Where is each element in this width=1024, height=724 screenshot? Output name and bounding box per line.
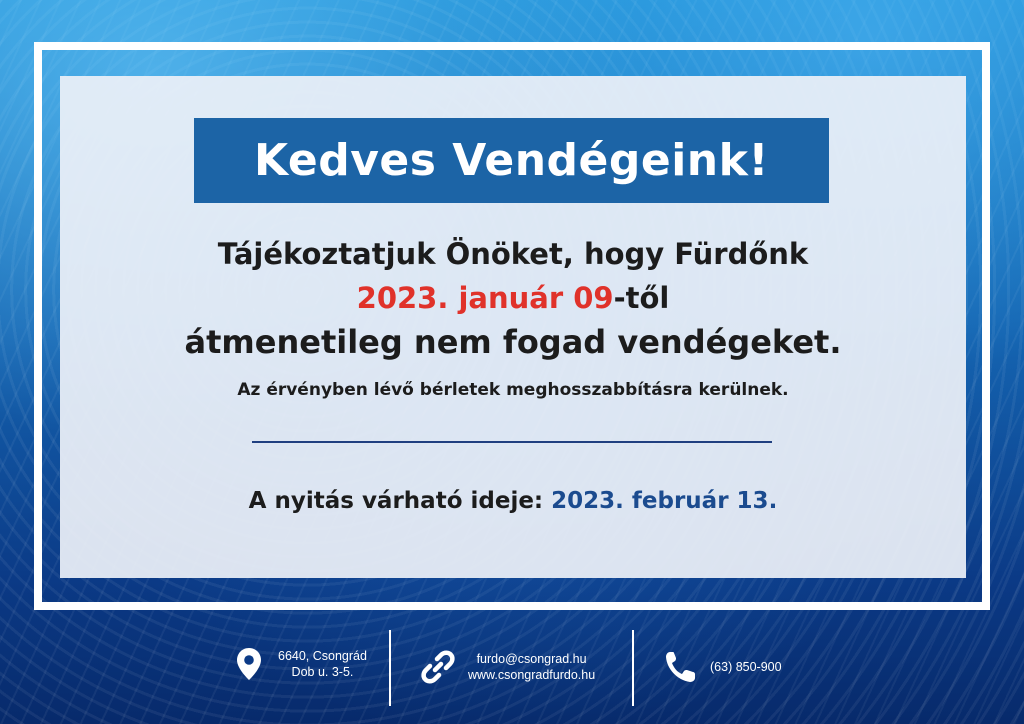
footer-web — [420, 649, 595, 685]
footer-separator — [389, 630, 391, 706]
title-banner — [194, 118, 829, 203]
message-line-3: átmenetileg nem fogad vendégeket. — [184, 323, 842, 361]
page-title: Kedves Vendégeink! — [254, 135, 769, 186]
link-icon — [420, 649, 456, 685]
address-line-2: Dob u. 3-5. — [291, 665, 354, 679]
footer-separator — [632, 630, 634, 706]
footer-phone — [664, 650, 782, 684]
address-line-1: 6640, Csongrád — [278, 649, 367, 663]
closing-date: 2023. január 09 — [356, 281, 614, 315]
map-pin-icon — [236, 647, 262, 681]
opening-label: A nyitás várható ideje: — [248, 488, 544, 514]
message-line-1: Tájékoztatjuk Önöket, hogy Fürdőnk — [217, 237, 809, 271]
closing-date-suffix: -től — [613, 281, 670, 315]
email-link[interactable]: furdo@csongrad.hu — [476, 652, 587, 666]
message-line-2 — [60, 281, 966, 315]
opening-date-line — [60, 488, 966, 514]
footer-address — [236, 647, 367, 681]
opening-date: 2023. február 13. — [551, 488, 778, 514]
phone-icon — [664, 650, 696, 684]
pass-extension-note: Az érvényben lévő bérletek meghosszabbításra kerülnek. — [237, 380, 789, 400]
website-link[interactable]: www.csongradfurdo.hu — [468, 668, 596, 682]
web-text — [468, 651, 595, 683]
phone-number[interactable]: (63) 850-900 — [710, 660, 782, 674]
divider-line — [252, 441, 772, 443]
address-text — [278, 648, 367, 680]
